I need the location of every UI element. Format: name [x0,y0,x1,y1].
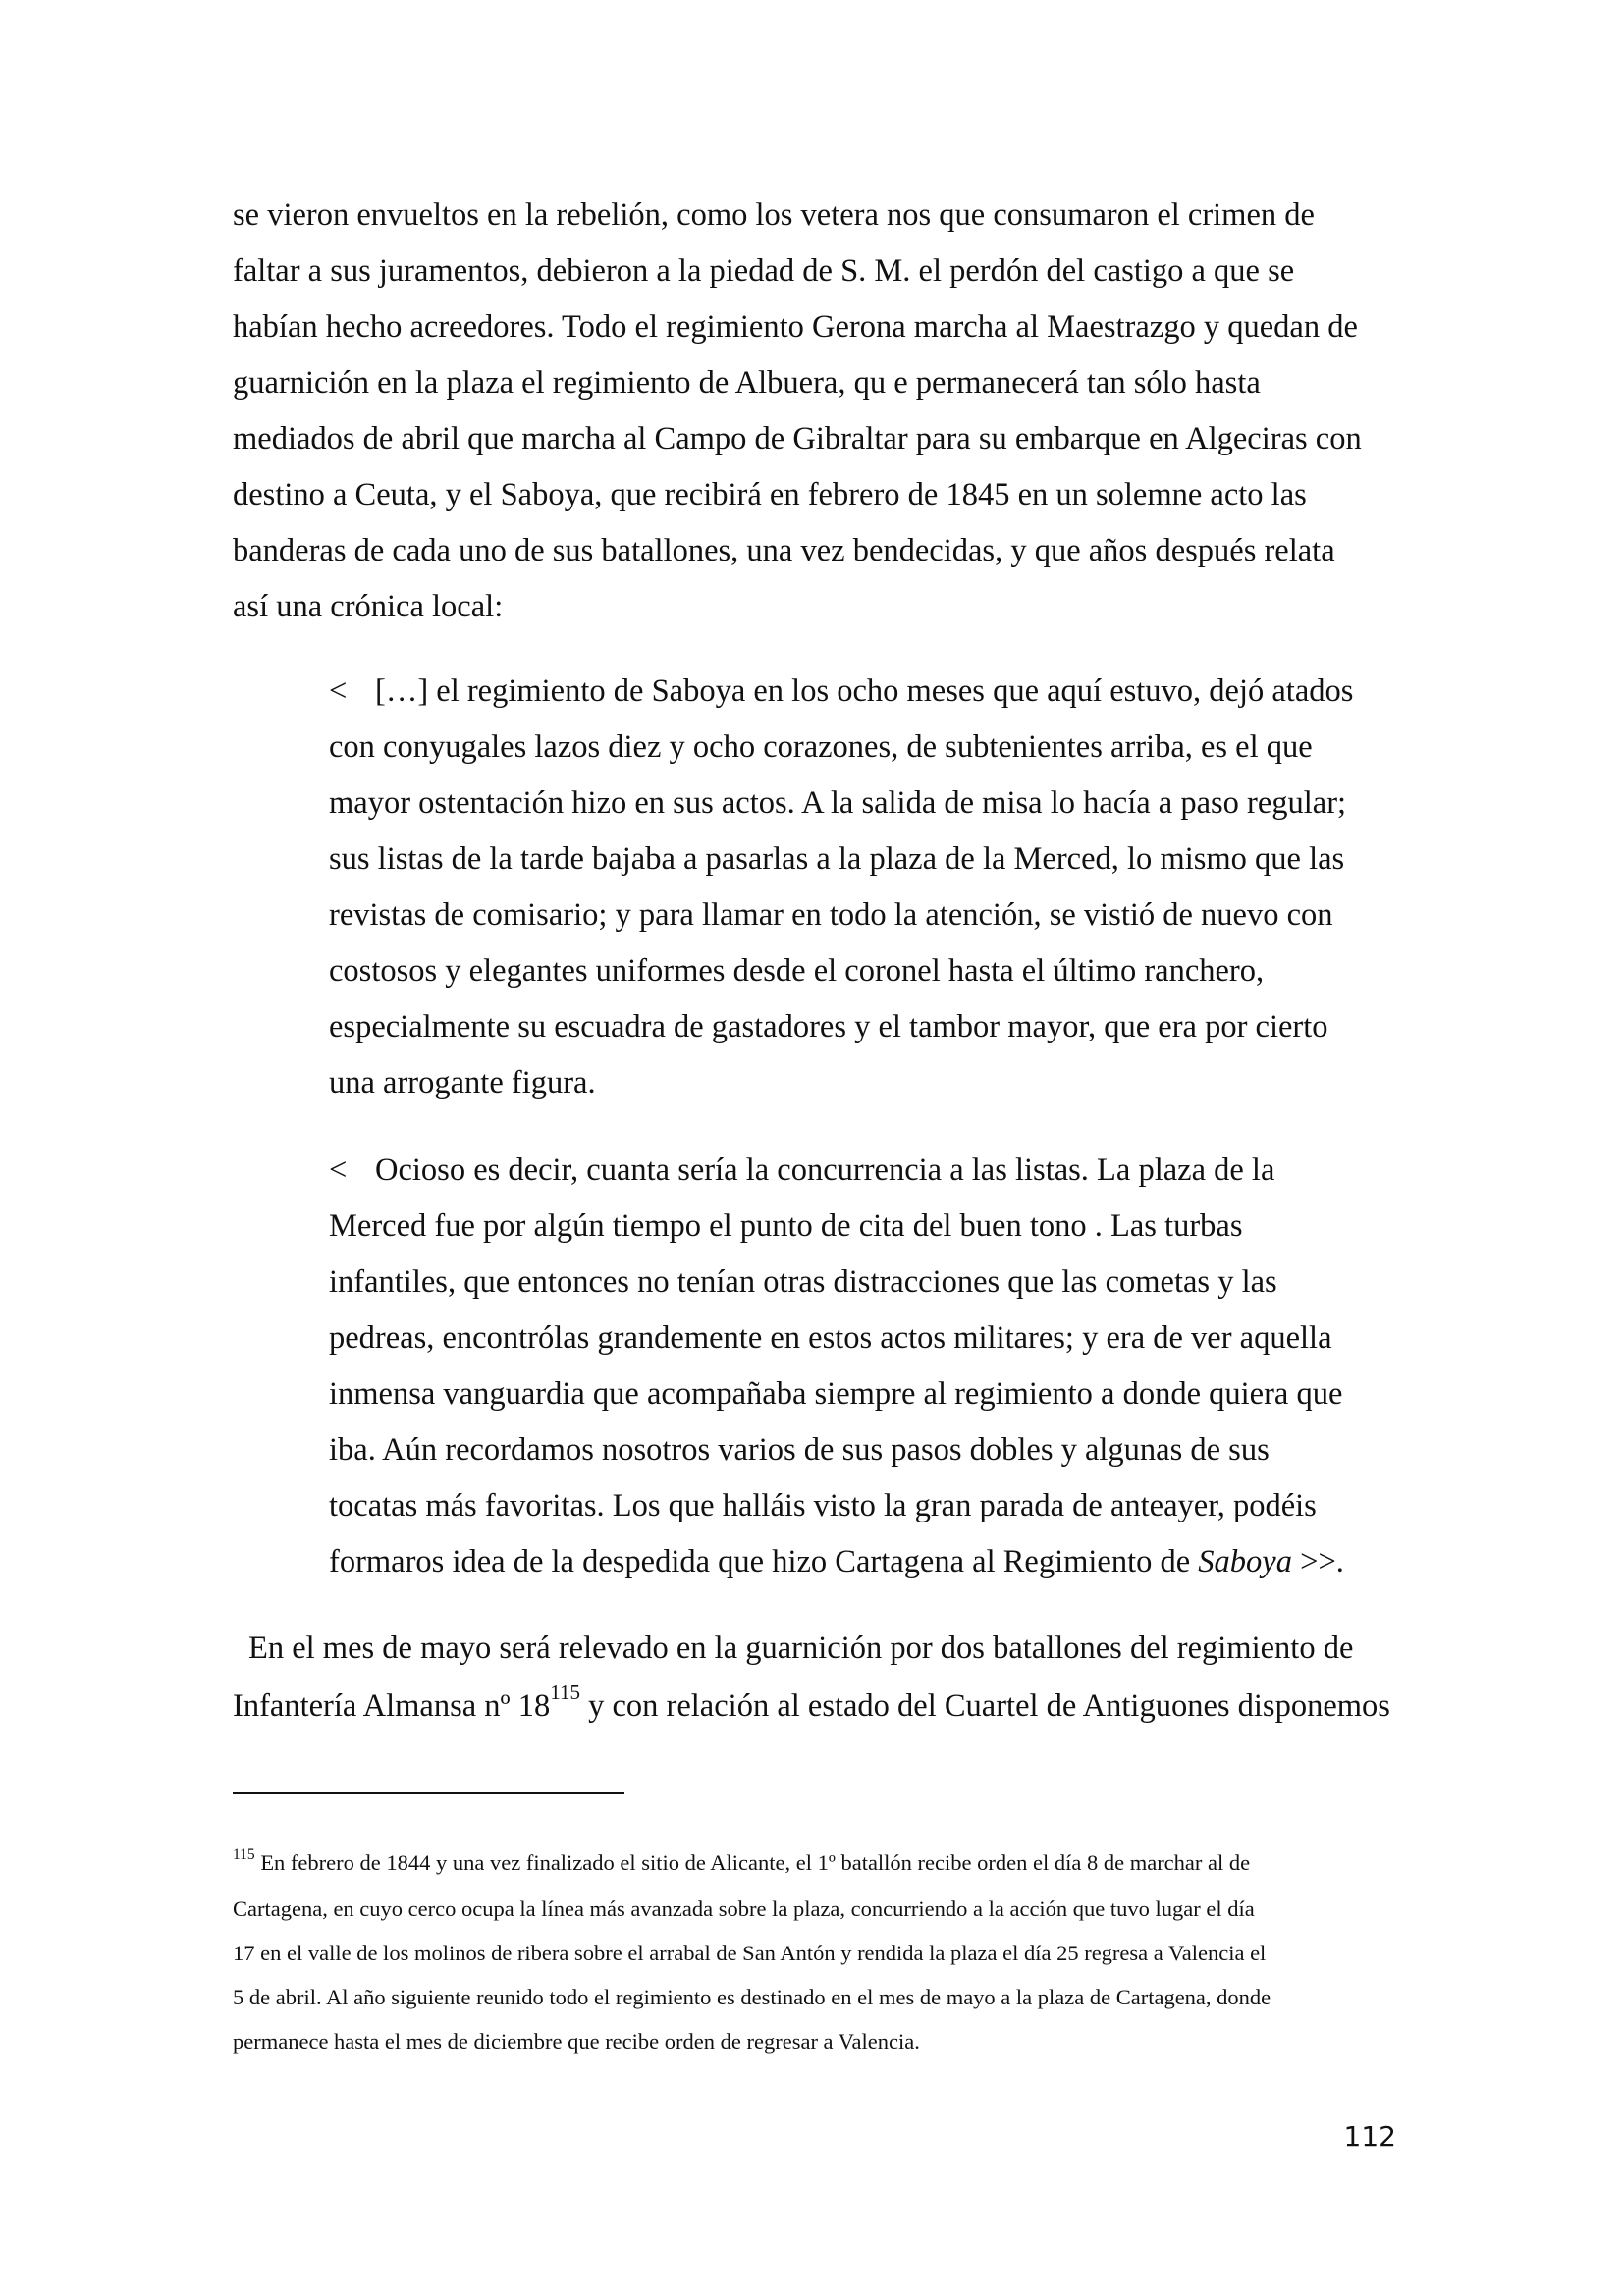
footnote-line: 17 en el valle de los molinos de ribera sobre el arrabal de San Antón y rendida la plaza el día 25 regresa a Valencia el [233,1941,1267,1965]
text-line: guarnición en la plaza el regimiento de Albuera, qu e permanecerá tan sólo hasta [233,365,1261,400]
footnote-text: En febrero de 1844 y una vez finalizado el sitio de Alicante, el 1º batallón recibe orden el día 8 de marchar al de [254,1850,1251,1875]
footnote-line: permanece hasta el mes de diciembre que recibe orden de regresar a Valencia. [233,2029,920,2054]
footnote-separator [233,1792,624,1794]
footnote-line: Cartagena, en cuyo cerco ocupa la línea más avanzada sobre la plaza, concurriendo a la acción que tuvo lugar el día [233,1896,1255,1921]
quote-line: tocatas más favoritas. Los que halláis visto la gran parada de anteayer, podéis [329,1488,1317,1523]
footnote-reference[interactable]: 115 [550,1681,580,1704]
quote-line: una arrogante figura. [329,1065,596,1100]
text-segment: y con relación al estado del Cuartel de Antiguones disponemos [579,1688,1390,1724]
text-line: En el mes de mayo será relevado en la guarnición por dos batallones del regimiento de [248,1630,1354,1666]
text-line: faltar a sus juramentos, debieron a la piedad de S. M. el perdón del castigo a que se [233,253,1295,289]
quote-line [329,1542,1344,1581]
text-line: habían hecho acreedores. Todo el regimiento Gerona marcha al Maestrazgo y quedan de [233,309,1358,345]
quote-line: costosos y elegantes uniformes desde el coronel hasta el último ranchero, [329,953,1265,988]
footnote-line: 5 de abril. Al año siguiente reunido todo el regimiento es destinado en el mes de mayo a la plaza de Cartagena, donde [233,1985,1271,2009]
quote-line: infantiles, que entonces no tenían otras distracciones que las cometas y las [329,1264,1277,1300]
quote-close-marker: >>. [1291,1544,1344,1579]
footnote-line [233,1846,1251,1877]
quote-text: […] el regimiento de Saboya en los ocho meses que aquí estuvo, dejó atados [375,673,1354,709]
quote-line: iba. Aún recordamos nosotros varios de sus pasos dobles y algunas de sus [329,1432,1270,1468]
page-number: 112 [1343,2120,1396,2153]
quote-text: formaros idea de la despedida que hizo Cartagena al Regimiento de [329,1544,1199,1579]
italic-regiment-name: Saboya [1198,1544,1292,1579]
quote-line: inmensa vanguardia que acompañaba siempre al regimiento a donde quiera que [329,1376,1343,1412]
quote-marker: < [329,1152,348,1188]
text-line: banderas de cada uno de sus batallones, una vez bendecidas, y que años después relata [233,533,1335,568]
text-line: se vieron envueltos en la rebelión, como los vetera nos que consumaron el crimen de [233,197,1315,233]
quote-line: mayor ostentación hizo en sus actos. A la salida de misa lo hacía a paso regular; [329,785,1347,821]
text-line: mediados de abril que marcha al Campo de Gibraltar para su embarque en Algeciras con [233,421,1362,456]
quote-line: sus listas de la tarde bajaba a pasarlas a la plaza de la Merced, lo mismo que las [329,841,1345,877]
text-line: destino a Ceuta, y el Saboya, que recibirá en febrero de 1845 en un solemne acto las [233,477,1307,512]
text-line [233,1681,1390,1726]
quote-line: Merced fue por algún tiempo el punto de cita del buen tono . Las turbas [329,1208,1243,1244]
quote-line [329,1150,1274,1190]
quote-marker: < [329,673,348,709]
footnote-number: 115 [233,1846,255,1863]
quote-line: con conyugales lazos diez y ocho corazones, de subtenientes arriba, es el que [329,729,1313,765]
quote-text: Ocioso es decir, cuanta sería la concurrencia a las listas. La plaza de la [375,1152,1275,1188]
quote-line [329,671,1353,711]
quote-line: revistas de comisario; y para llamar en todo la atención, se vistió de nuevo con [329,897,1333,933]
text-line: así una crónica local: [233,589,504,624]
text-segment: Infantería Almansa nº 18 [233,1688,551,1724]
quote-line: especialmente su escuadra de gastadores y el tambor mayor, que era por cierto [329,1009,1328,1044]
quote-line: pedreas, encontrólas grandemente en estos actos militares; y era de ver aquella [329,1320,1332,1356]
